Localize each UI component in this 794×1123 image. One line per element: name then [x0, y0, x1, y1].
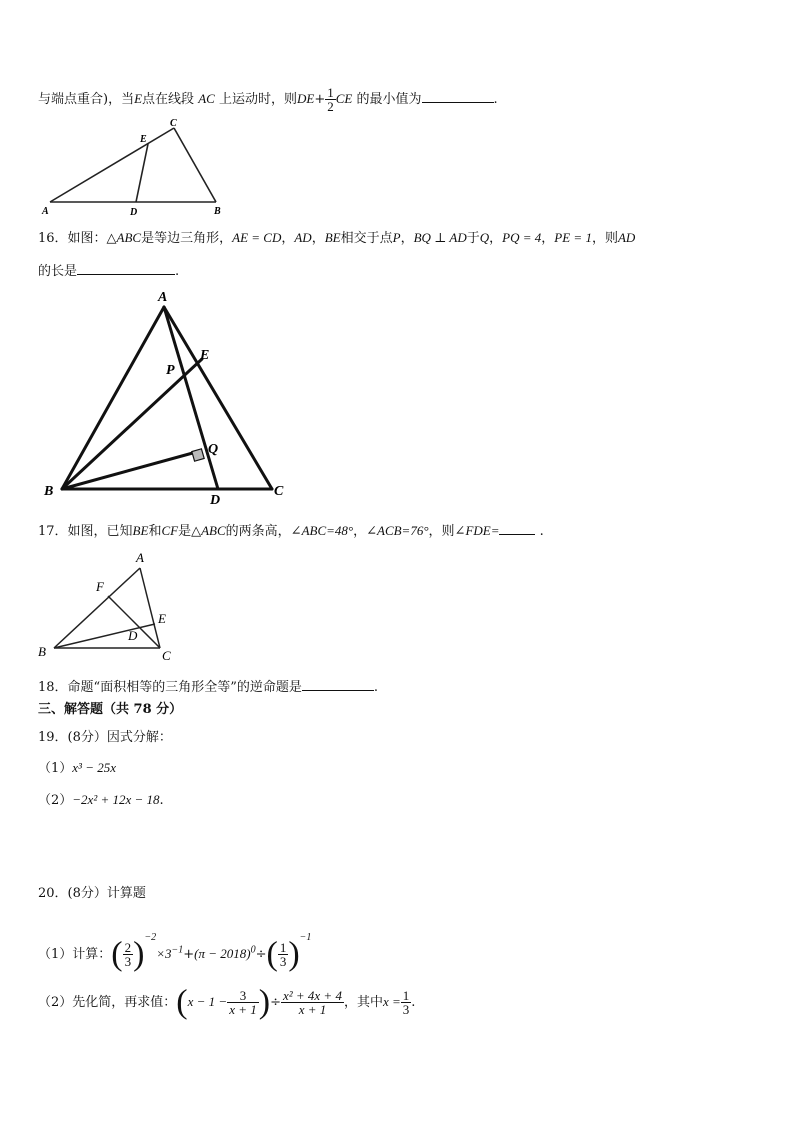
q15-expr-ce: CE: [335, 91, 353, 106]
q15-plus: +: [314, 92, 326, 107]
q15-text: 与端点重合)，当E点在线段 AC 上运动时，则DE+ $\frac{1}{2}$ CE 的最小值为 .: [38, 85, 498, 114]
q15-text-d: 的最小值为: [356, 92, 422, 107]
q16-label-d: D: [210, 493, 221, 508]
q17-answer-blank[interactable]: [499, 520, 535, 535]
q17-label-c: C: [162, 648, 171, 663]
q15-text-c: 上运动时，则: [218, 92, 297, 107]
q16-line2: 的长是 .: [38, 260, 179, 282]
q16-label-q: Q: [208, 442, 219, 457]
q19-part1: （1）x³ − 25x: [38, 760, 116, 776]
q18-text: 18．命题“面积相等的三角形全等”的逆命题是 .: [38, 676, 378, 698]
q16-line1: 16．如图：△ABC是等边三角形，AE = CD，AD，BE相交于点P，BQ ⊥ AD于Q，PQ = 4，PE = 1，则AD: [38, 230, 636, 246]
section-3-heading: 三、解答题（共 78 分）: [38, 702, 183, 717]
q17-label-d: D: [128, 628, 138, 643]
q17-figure: [34, 548, 184, 666]
q17-label-a: A: [136, 550, 144, 565]
q15-label-a: A: [42, 206, 49, 217]
q15-seg-ac: AC: [198, 91, 215, 106]
q15-text-a: 与端点重合)，当: [38, 92, 135, 107]
q19-part2: （2）−2x² + 12x − 18.: [38, 792, 164, 808]
q20-title: 20．(8分）计算题: [38, 886, 146, 901]
q16-label-e: E: [200, 348, 210, 363]
q16-label-a: A: [158, 290, 168, 305]
q17-text: 17．如图，已知BE和CF是△ABC的两条高，∠ABC=48°，∠ACB=76°，则∠FDE= .: [38, 520, 544, 542]
q20-part2: （2）先化简，再求值：(x − 1 − $\frac{3}{x + 1}$ )÷ $\frac{\text{x² + 4x + 4}}{x + 1}$ ，其中x = $\frac{1}{3}$ .: [38, 983, 416, 1021]
q15-figure: [36, 118, 236, 218]
q16-answer-blank[interactable]: [77, 260, 175, 275]
q15-text-b: 点在线段: [142, 92, 195, 107]
q16-label-b: B: [44, 484, 54, 499]
q15-answer-blank[interactable]: [422, 88, 494, 103]
q17-label-e: E: [158, 611, 166, 626]
q17-label-b: B: [38, 644, 46, 659]
q15-half: $\frac{1}{2}$: [327, 85, 334, 114]
q16-label-p: P: [166, 363, 175, 378]
q16-right-angle: [192, 449, 204, 461]
q15-label-b: B: [214, 206, 221, 217]
q17-label-f: F: [96, 579, 104, 594]
q15-label-c: C: [170, 118, 177, 129]
q15-expr-de: DE: [296, 91, 315, 106]
q15-var-e: E: [134, 91, 143, 106]
q15-label-e: E: [140, 134, 147, 145]
q19-title: 19．(8分）因式分解：: [38, 730, 172, 745]
q20-part1: （1）计算：( $\frac{2}{3}$ )$^{-2}\times 3^{-1}+(\pi - 2018)^0\div$( $\frac{1}{3}$ )$^{-1}$: [38, 932, 312, 973]
q16-figure: [40, 285, 300, 510]
q15-label-d: D: [130, 207, 138, 218]
q18-answer-blank[interactable]: [302, 676, 374, 691]
q16-label-c: C: [274, 484, 284, 499]
